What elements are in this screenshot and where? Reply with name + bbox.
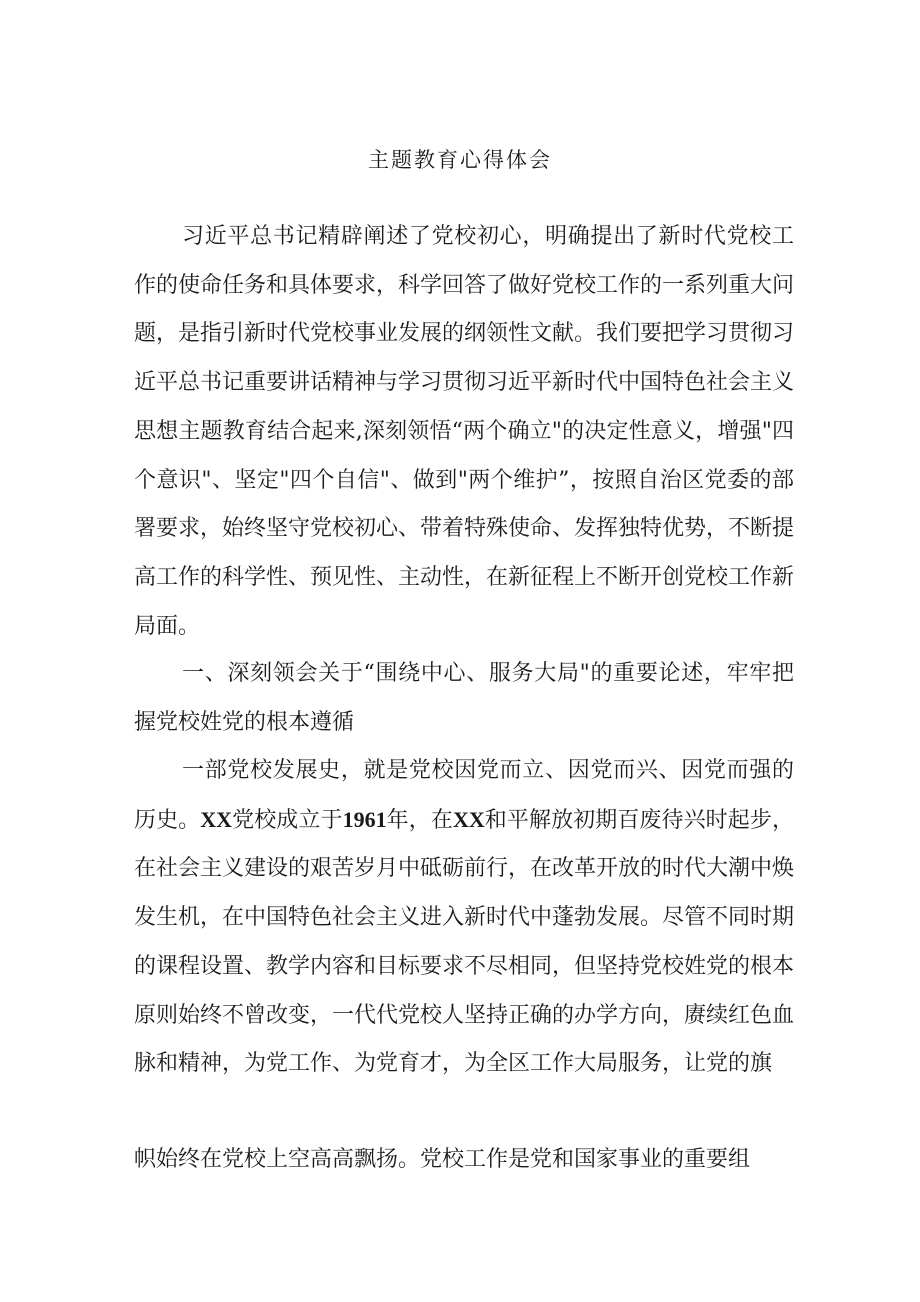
paragraph-continued: 帜始终在党校上空高高飘扬。党校工作是党和国家事业的重要组 <box>134 1147 751 1172</box>
paragraph-history <box>134 747 794 1089</box>
text-run: 一部党校发展史，就是党校因党而立、因党而兴、因党而强的历史。 <box>134 758 794 833</box>
bold-run: 1961 <box>342 806 387 832</box>
paragraph-intro: 习近平总书记精辟阐述了党校初心，明确提出了新时代党校工作的使命任务和具体要求，科学回答了做好党校工作的一系列重大问题，是指引新时代党校事业发展的纲领性文献。我们要把学习贯彻习近平总书记重要讲话精神与学习贯彻习近平新时代中国特色社会主义思想主题教育结合起来,深刻领悟“两个确立"的决定性意义，增强"四个意识"、坚定"四个自信"、做到"两个维护”，按照自治区党委的部署要求，始终坚守党校初心、带着特殊使命、发挥独特优势，不断提高工作的科学性、预见性、主动性，在新征程上不断开创党校工作新局面。 <box>134 224 795 639</box>
bold-run: XX <box>452 806 485 832</box>
text-run: 和平解放初期百废待兴时起步，在社会主义建设的艰苦岁月中砥砺前行，在改革开放的时代大潮中焕发生机，在中国特色社会主义进入新时代中蓬勃发展。尽管不同时期的课程设置、教学内容和目标要求不尽相同，但坚持党校姓党的根本原则始终不曾改变，一代代党校人坚持正确的办学方向，赓续红色血脉和精神，为党工作、为党育才，为全区工作大局服务，让党的旗 <box>134 807 795 1077</box>
section-heading-1: 一、深刻领会关于“围绕中心、服务大局"的重要论述，牢牢把握党校姓党的根本遵循 <box>134 661 794 735</box>
bold-run: XX <box>200 806 233 832</box>
text-run: 党校成立于 <box>232 807 343 833</box>
text-run: 年，在 <box>386 807 453 833</box>
document-title: 主题教育心得体会 <box>368 148 552 172</box>
